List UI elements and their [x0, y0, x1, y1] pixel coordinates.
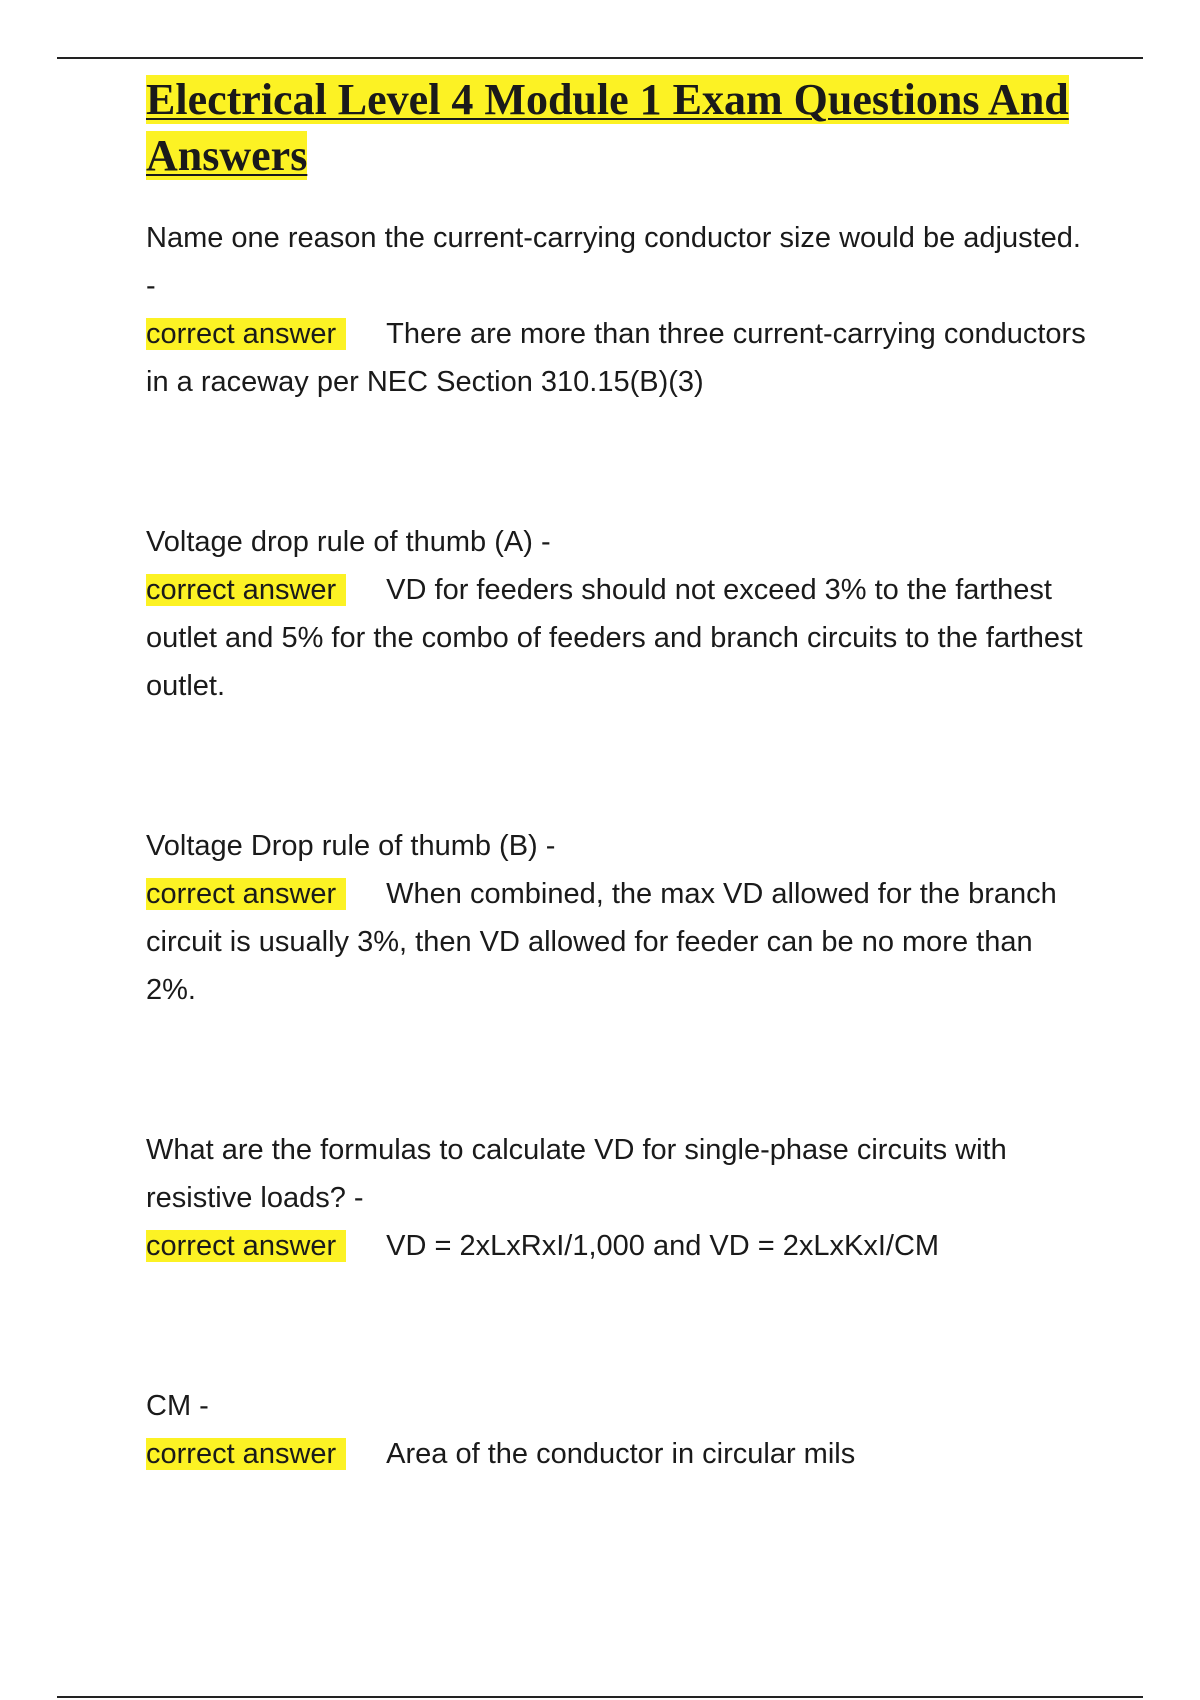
answer-text: VD = 2xLxRxI/1,000 and VD = 2xLxKxI/CM [386, 1230, 940, 1262]
answer-text: When combined, the max VD allowed for the branch circuit is usually 3%, then VD allowed for feeder can be no more than 2%. [146, 878, 1057, 1006]
bottom-divider [57, 1696, 1143, 1698]
correct-answer-tag: correct answer [146, 1438, 346, 1470]
question-text: Name one reason the current-carrying conductor size would be adjusted. - [146, 222, 1081, 302]
question-text: Voltage drop rule of thumb (A) - [146, 526, 551, 558]
question-text: What are the formulas to calculate VD for single-phase circuits with resistive loads? - [146, 1134, 1007, 1214]
document-body [146, 72, 1086, 1478]
question-text: CM - [146, 1390, 209, 1422]
qa-item [146, 518, 1086, 710]
document-title: Electrical Level 4 Module 1 Exam Questions And Answers [146, 75, 1069, 180]
top-divider [57, 57, 1143, 59]
correct-answer-tag: correct answer [146, 878, 346, 910]
qa-item [146, 214, 1086, 406]
answer-line [146, 870, 1086, 1014]
answer-line [146, 310, 1086, 406]
answer-line [146, 1222, 1086, 1270]
answer-text: VD for feeders should not exceed 3% to the farthest outlet and 5% for the combo of feeders and branch circuits to the farthest outlet. [146, 574, 1083, 702]
question-text: Voltage Drop rule of thumb (B) - [146, 830, 556, 862]
answer-line [146, 566, 1086, 710]
correct-answer-tag: correct answer [146, 1230, 346, 1262]
qa-item [146, 822, 1086, 1014]
answer-line [146, 1430, 1086, 1478]
correct-answer-tag: correct answer [146, 318, 346, 350]
qa-item [146, 1382, 1086, 1478]
answer-text: There are more than three current-carrying conductors in a raceway per NEC Section 310.15(B)(3) [146, 318, 1086, 398]
qa-item [146, 1126, 1086, 1270]
correct-answer-tag: correct answer [146, 574, 346, 606]
answer-text: Area of the conductor in circular mils [386, 1438, 856, 1470]
